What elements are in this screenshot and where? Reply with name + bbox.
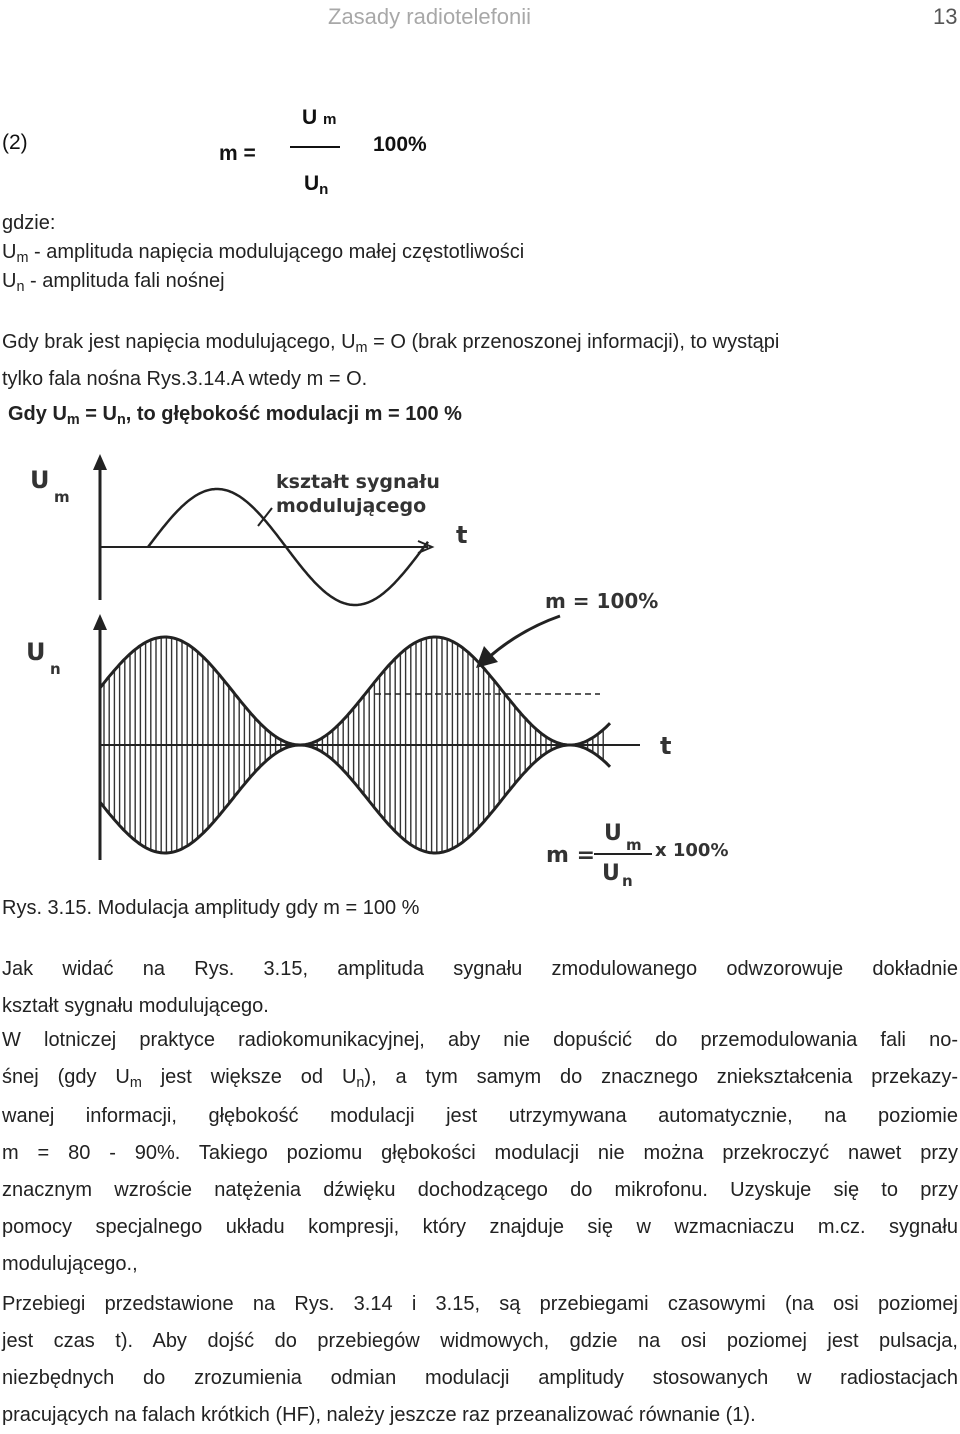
un-axis-label-sub: n bbox=[50, 660, 61, 678]
para4-line2-c: ), a tym samym do znacznego zniekształcenia przekazy- bbox=[364, 1066, 958, 1088]
para4 bbox=[2, 1022, 958, 1283]
modulating-signal-plot bbox=[30, 454, 467, 605]
para5-line1: Przebiegi przedstawione na Rys. 3.14 i 3.15, są przebiegami czasowymi (na osi poziomej bbox=[2, 1293, 958, 1315]
fraction-bar bbox=[290, 146, 340, 148]
where-label: gdzie: bbox=[2, 212, 56, 234]
para3-line1: Jak widać na Rys. 3.15, amplituda sygnału zmodulowanego odwzorowuje dokładnie bbox=[2, 958, 958, 980]
para2-subscript-m: m bbox=[66, 412, 80, 428]
para5-line3: niezbędnych do zrozumienia odmian modulacji amplitudy stosowanych w radiostacjach bbox=[2, 1367, 958, 1389]
um-symbol: U bbox=[2, 241, 17, 263]
para2-text-b: = U bbox=[79, 403, 117, 425]
para2-bold-line bbox=[8, 403, 462, 426]
formula-lhs: m = bbox=[219, 142, 256, 165]
para4-line2-b: jest większe od U bbox=[141, 1066, 357, 1088]
am-wave-plot bbox=[26, 589, 671, 860]
para1-text-a: Gdy brak jest napięcia modulującego, U bbox=[2, 331, 356, 353]
para1-line2: tylko fala nośna Rys.3.14.A wtedy m = O. bbox=[2, 368, 368, 390]
figure-formula-mult: x 100% bbox=[655, 840, 729, 861]
modulation-figure bbox=[0, 440, 960, 900]
para4-line6: pomocy specjalnego układu kompresji, który znajduje się w wzmacniaczu m.cz. sygnału bbox=[2, 1216, 958, 1238]
para3 bbox=[2, 951, 958, 1025]
um-axis-arrowhead bbox=[93, 454, 107, 470]
formula-denominator bbox=[304, 172, 328, 196]
m-100-pointer bbox=[488, 616, 560, 658]
para4-line4: m = 80 - 90%. Takiego poziomu głębokości modulacji nie można przekroczyć nawet przy bbox=[2, 1142, 958, 1164]
un-symbol: U bbox=[2, 270, 17, 292]
para2-subscript-n: n bbox=[116, 412, 126, 428]
signal-label-line1: kształt sygnału bbox=[276, 471, 440, 493]
figure-formula-den-sub: n bbox=[622, 872, 633, 890]
formula-numerator bbox=[302, 106, 336, 130]
um-subscript: m bbox=[16, 250, 29, 266]
numerator-subscript: m bbox=[323, 111, 337, 128]
un-subscript: n bbox=[16, 279, 25, 295]
page-number: 13 bbox=[933, 4, 958, 29]
figure-formula bbox=[546, 821, 729, 890]
where-um-line bbox=[2, 241, 524, 264]
signal-label-pointer bbox=[258, 508, 272, 526]
un-definition: - amplituda fali nośnej bbox=[24, 270, 225, 292]
para1-text-b: = O (brak przenoszonej informacji), to wystąpi bbox=[367, 331, 780, 353]
formula-number: (2) bbox=[2, 131, 28, 154]
denominator-subscript: n bbox=[319, 181, 329, 198]
para4-line3: wanej informacji, głębokość modulacji jest utrzymywana automatycznie, na poziomie bbox=[2, 1105, 958, 1127]
numerator-symbol: U bbox=[302, 106, 318, 129]
para4-line5: znacznym wzroście natężenia dźwięku dochodzącego do mikrofonu. Uzyskuje się to przy bbox=[2, 1179, 958, 1201]
para1-line1 bbox=[2, 331, 779, 354]
para4-line2 bbox=[2, 1059, 958, 1098]
para5-line2: jest czas t). Aby dojść do przebiegów widmowych, gdzie na osi poziomej jest pulsacja, bbox=[2, 1330, 958, 1352]
para4-line2-sub-m: m bbox=[129, 1075, 142, 1091]
para2-text-c: , to głębokość modulacji m = 100 % bbox=[125, 403, 462, 425]
figure-formula-lhs: m = bbox=[546, 843, 596, 868]
un-axis-arrowhead bbox=[93, 614, 107, 630]
figure-formula-den: U bbox=[602, 861, 620, 886]
signal-label-line2: modulującego bbox=[276, 495, 427, 517]
para4-line1: W lotniczej praktyce radiokomunikacyjnej, aby nie dopuścić do przemodulowania fali no- bbox=[2, 1029, 958, 1051]
where-un-line bbox=[2, 270, 225, 293]
t-label-bottom: t bbox=[660, 732, 672, 760]
m-100-label: m = 100% bbox=[545, 589, 659, 613]
figure-formula-num-sub: m bbox=[626, 836, 642, 854]
para2-text-a: Gdy U bbox=[8, 403, 67, 425]
figure-formula-num: U bbox=[604, 821, 622, 846]
para3-line2: kształt sygnału modulującego. bbox=[2, 995, 269, 1017]
um-definition: - amplituda napięcia modulującego małej częstotliwości bbox=[28, 241, 525, 263]
para4-line2-a: śnej (gdy U bbox=[2, 1066, 130, 1088]
um-axis-label-sub: m bbox=[54, 488, 70, 506]
para4-line2-sub-n: n bbox=[356, 1075, 365, 1091]
figure-caption: Rys. 3.15. Modulacja amplitudy gdy m = 100 % bbox=[2, 897, 420, 919]
para4-line7: modulującego., bbox=[2, 1253, 138, 1275]
um-axis-label: U bbox=[30, 466, 50, 494]
para5-line4: pracujących na falach krótkich (HF), należy jeszcze raz przeanalizować równanie (1). bbox=[2, 1404, 756, 1426]
un-axis-label: U bbox=[26, 638, 46, 666]
t-label-top: t bbox=[456, 521, 468, 549]
para5 bbox=[2, 1286, 958, 1434]
denominator-symbol: U bbox=[304, 172, 320, 195]
para1-subscript: m bbox=[355, 340, 368, 356]
running-header-title: Zasady radiotelefonii bbox=[328, 4, 532, 29]
formula-multiplier: 100% bbox=[373, 133, 427, 156]
